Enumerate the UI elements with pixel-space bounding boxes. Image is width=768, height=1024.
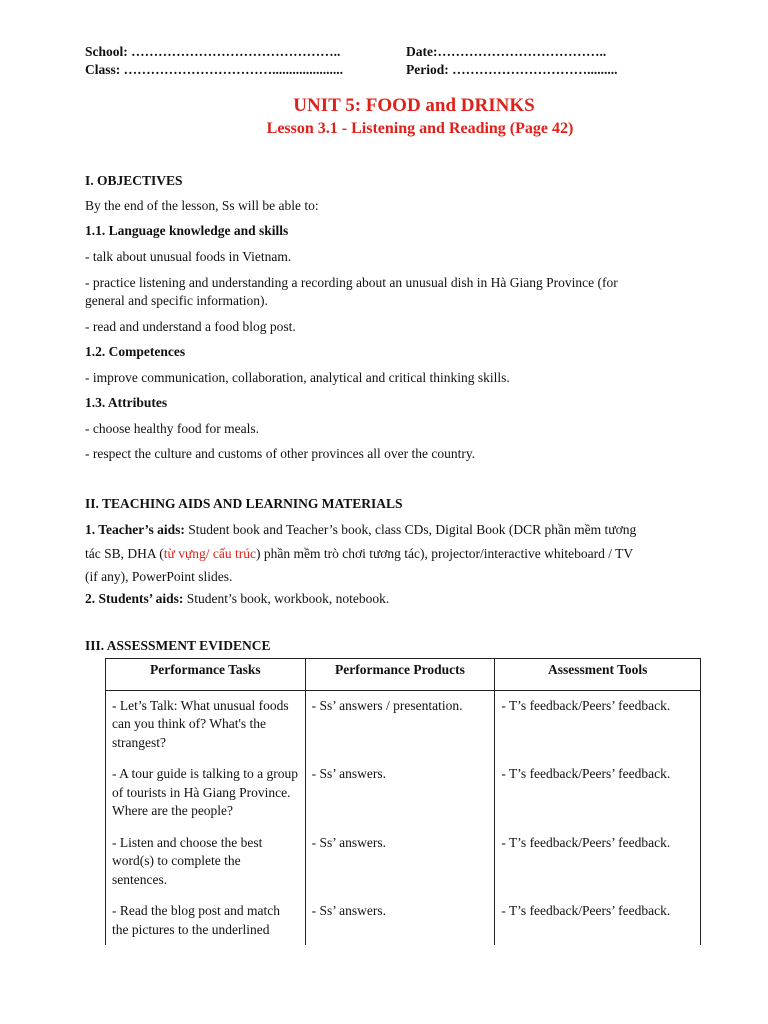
assessment-table <box>105 658 701 951</box>
lesson-title: Lesson 3.1 - Listening and Reading (Page 42) <box>266 120 574 137</box>
objective-item: - improve communication, collaboration, analytical and critical thinking skills. <box>85 370 510 385</box>
class-field <box>85 62 343 78</box>
student-aids-text: Student’s book, workbook, notebook. <box>183 591 390 606</box>
objective-item: - respect the culture and customs of other provinces all over the country. <box>85 446 476 461</box>
objective-item: - talk about unusual foods in Vietnam. <box>85 249 292 264</box>
table-header-row <box>106 659 701 691</box>
teacher-aids-cont <box>85 545 725 563</box>
tool-cell: - T’s feedback/Peers’ feedback. <box>495 901 701 951</box>
product-cell: - Ss’ answers. <box>305 833 495 902</box>
task-cell: - A tour guide is talking to a group of tourists in Hà Giang Province. Where are the people? <box>106 764 306 833</box>
tool-cell: - T’s feedback/Peers’ feedback. <box>495 690 701 764</box>
student-aids <box>85 590 705 608</box>
teacher-aids-text: tác SB, DHA ( <box>85 546 164 561</box>
objectives-heading: I. OBJECTIVES <box>85 173 183 188</box>
objectives-intro: By the end of the lesson, Ss will be able to: <box>85 198 319 213</box>
table-row <box>106 690 701 764</box>
tool-cell: - T’s feedback/Peers’ feedback. <box>495 764 701 833</box>
objective-item-cont: general and specific information). <box>85 293 268 308</box>
task-cell: - Let’s Talk: What unusual foods can you think of? What's the strangest? <box>106 690 306 764</box>
competences-heading: 1.2. Competences <box>85 344 186 359</box>
column-header: Performance Tasks <box>106 659 306 691</box>
table-row <box>106 901 701 951</box>
class-dots: ……………………………..................... <box>123 62 344 77</box>
task-cell: - Listen and choose the best word(s) to complete the sentences. <box>106 833 306 902</box>
teaching-aids-heading: II. TEACHING AIDS AND LEARNING MATERIALS <box>85 496 403 511</box>
task-cell: - Read the blog post and match the pictures to the underlined <box>106 901 306 951</box>
student-aids-label: 2. Students’ aids: <box>85 591 184 606</box>
class-label: Class: <box>85 62 121 77</box>
objective-item: - choose healthy food for meals. <box>85 421 259 436</box>
tool-cell: - T’s feedback/Peers’ feedback. <box>495 833 701 902</box>
objective-item: - practice listening and understanding a recording about an unusual dish in Hà Giang Province (for <box>85 275 618 290</box>
column-header: Assessment Tools <box>495 659 701 691</box>
attributes-heading: 1.3. Attributes <box>85 395 168 410</box>
teacher-aids-text: Student book and Teacher’s book, class CDs, Digital Book (DCR phần mềm tương <box>184 522 637 537</box>
school-field <box>85 44 340 60</box>
date-dots: ……………………………….. <box>437 44 607 59</box>
teacher-aids <box>85 521 725 539</box>
product-cell: - Ss’ answers / presentation. <box>305 690 495 764</box>
language-knowledge-heading: 1.1. Language knowledge and skills <box>85 223 289 238</box>
product-cell: - Ss’ answers. <box>305 901 495 951</box>
table-row <box>106 833 701 902</box>
school-label: School: <box>85 44 128 59</box>
teacher-aids-label: 1. Teacher’s aids: <box>85 522 185 537</box>
period-dots: …………………………......... <box>452 62 618 77</box>
teacher-aids-cont: (if any), PowerPoint slides. <box>85 569 233 584</box>
column-header: Performance Products <box>305 659 495 691</box>
page-cutoff <box>0 945 768 1024</box>
product-cell: - Ss’ answers. <box>305 764 495 833</box>
assessment-heading: III. ASSESSMENT EVIDENCE <box>85 638 271 653</box>
teacher-aids-text: ) phần mềm trò chơi tương tác), projector/interactive whiteboard / TV <box>255 546 634 561</box>
period-field <box>406 62 618 78</box>
unit-title: UNIT 5: FOOD and DRINKS <box>293 95 535 116</box>
period-label: Period: <box>406 62 449 77</box>
date-label: Date: <box>406 44 438 59</box>
date-field <box>406 44 606 60</box>
vocab-structure-note: từ vựng/ cấu trúc <box>163 546 256 561</box>
table-row <box>106 764 701 833</box>
objective-item: - read and understand a food blog post. <box>85 319 296 334</box>
school-dots: ……………………………………….. <box>131 44 341 59</box>
